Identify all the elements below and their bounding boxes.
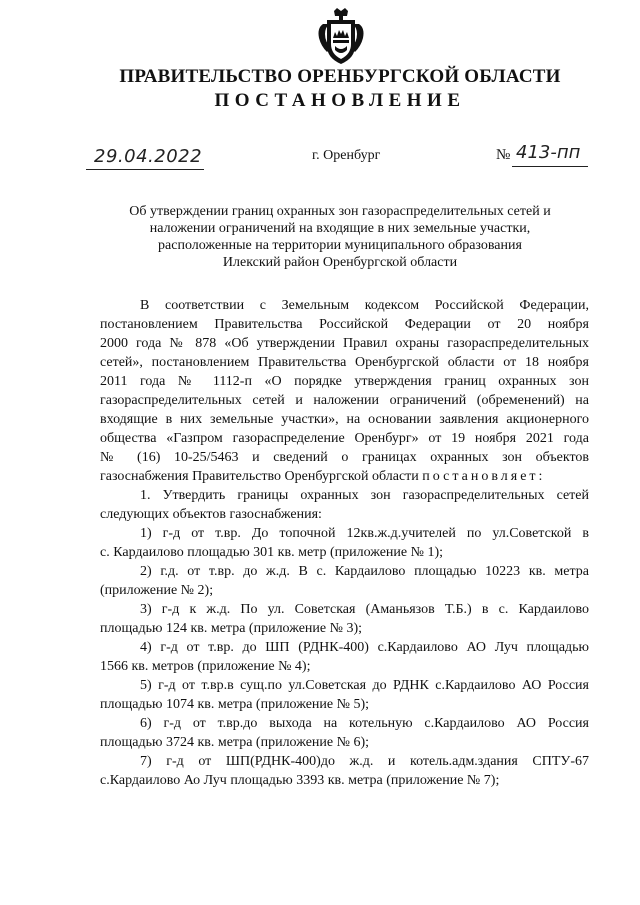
subitem-line: площадью 3724 кв. метра (приложение № 6);	[100, 735, 370, 750]
orenburg-coat-of-arms-icon	[317, 8, 365, 66]
preamble-line: газораспределительных сетей и наложении ограничений (обременений) на	[100, 393, 589, 408]
resolves-word: постановляет:	[422, 469, 546, 484]
document-number: 413-пп	[516, 142, 581, 163]
preamble-line: постановлением Правительства Российской Федерации от 20 ноября	[100, 317, 589, 332]
preamble-line: В соответствии с Земельным кодексом Российской Федерации,	[140, 298, 589, 313]
preamble-line: общества «Газпром газораспределение Оренбург» от 19 ноября 2021 года	[100, 431, 589, 446]
document-type: ПОСТАНОВЛЕНИЕ	[214, 90, 466, 111]
subitem-line: 3) г-д к ж.д. По ул. Советская (Аманьязов Т.Б.) в с. Кардаилово	[140, 602, 589, 617]
subject-line: Илекский район Оренбургской области	[222, 255, 458, 270]
government-name: ПРАВИТЕЛЬСТВО ОРЕНБУРГСКОЙ ОБЛАСТИ	[119, 66, 561, 87]
preamble-line: 2000 года № 878 «Об утверждении Правил охраны газораспределительных	[100, 336, 589, 351]
subitem-line: 1) г-д от т.вр. До топочной 12кв.ж.д.учителей по ул.Советской в	[140, 526, 589, 541]
subject-line: Об утверждении границ охранных зон газораспределительных сетей и	[129, 204, 551, 219]
subitem-line: с. Кардаилово площадью 301 кв. метр (приложение № 1);	[100, 545, 444, 560]
subitem-line: 6) г-д от т.вр.до выхода на котельную с.Кардаилово АО Россия	[140, 716, 589, 731]
preamble-line: 2011 года № 1112-п «О порядке утверждения границ охранных зон	[100, 374, 589, 389]
number-label: №	[496, 147, 511, 163]
document-city: г. Оренбург	[312, 148, 381, 163]
date-underline	[86, 169, 204, 170]
subject-line: наложении ограничений на входящие в них земельные участки,	[149, 221, 531, 236]
preamble-final-line	[100, 467, 589, 486]
subitem-line: 4) г-д от т.вр. до ШП (РДНК-400) с.Кардаилово АО Луч площадью	[140, 640, 589, 655]
subitem-line: площадью 1074 кв. метра (приложение № 5);	[100, 697, 370, 712]
item-line: следующих объектов газоснабжения:	[100, 507, 322, 522]
subitem-line: площадью 124 кв. метра (приложение № 3);	[100, 621, 363, 636]
subject-line: расположенные на территории муниципального образования	[158, 238, 522, 253]
preamble-line: входящие в них земельные участки», на основании заявления акционерного	[100, 412, 589, 427]
document-body	[100, 296, 589, 790]
preamble-text: газоснабжения Правительство Оренбургской области	[100, 469, 419, 484]
subitem-line: 7) г-д от ШП(РДНК-400)до ж.д. и котель.адм.здания СПТУ-67	[140, 754, 589, 769]
preamble-line: № (16) 10-25/5463 и сведений о границах охранных зон объектов	[100, 450, 589, 465]
preamble-line: сетей», постановлением Правительства Оренбургской области от 18 ноября	[100, 355, 589, 370]
subitem-line: 5) г-д от т.вр.в сущ.по ул.Советская до РДНК с.Кардаилово АО Россия	[140, 678, 589, 693]
item-line: 1. Утвердить границы охранных зон газораспределительных сетей	[140, 488, 589, 503]
subitem-line: с.Кардаилово Ао Луч площадью 3393 кв. метра (приложение № 7);	[100, 773, 500, 788]
subitem-line: (приложение № 2);	[100, 583, 214, 598]
number-underline	[512, 166, 588, 167]
subitem-line: 2) г.д. от т.вр. до ж.д. В с. Кардаилово площадью 10223 кв. метра	[140, 564, 589, 579]
subitem-line: 1566 кв. метров (приложение № 4);	[100, 659, 311, 674]
document-subject	[100, 203, 580, 271]
document-date: 29.04.2022	[94, 146, 203, 167]
